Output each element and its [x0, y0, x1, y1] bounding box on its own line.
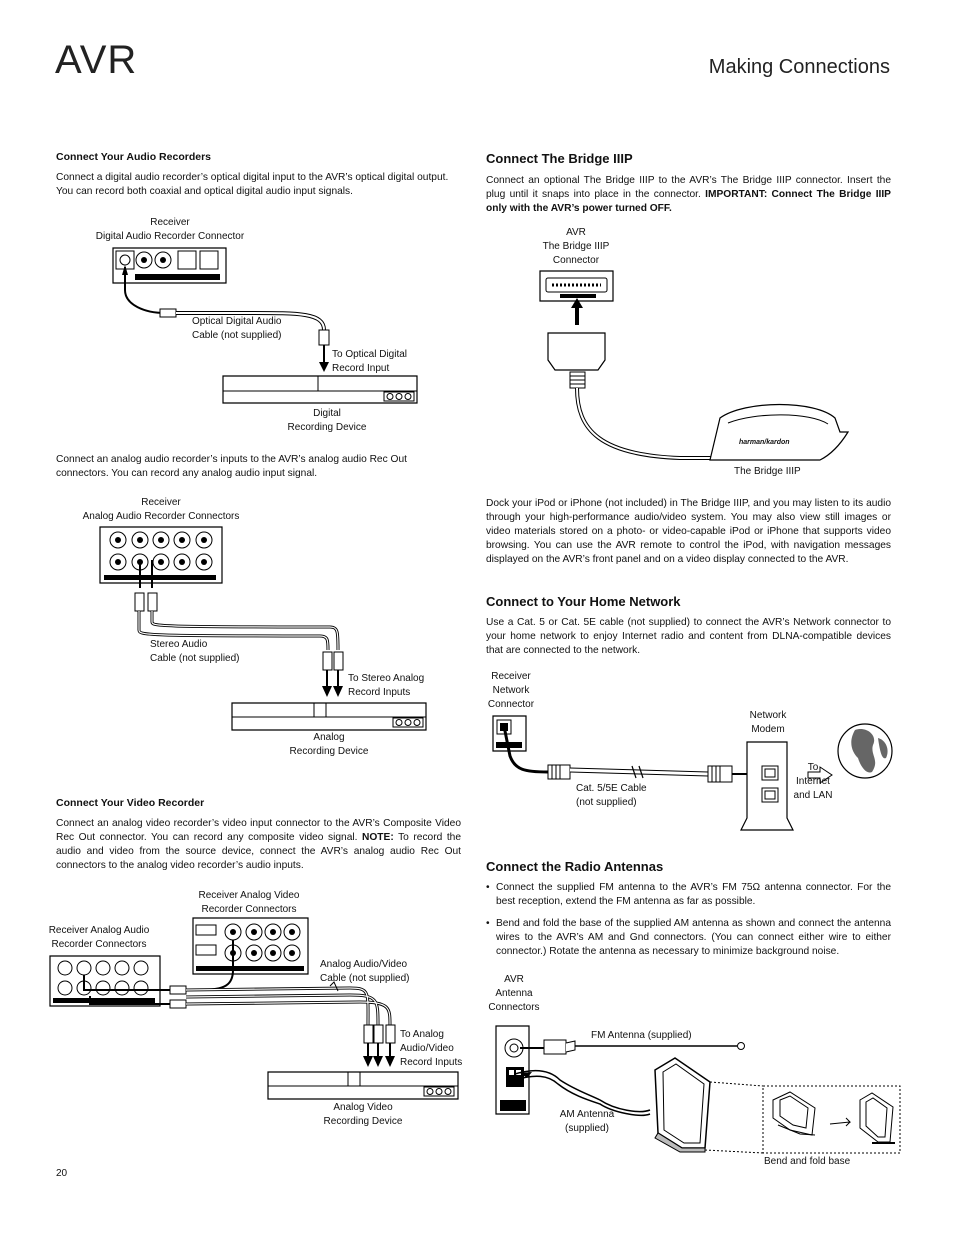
video-device-label: Analog Video Recording Device [323, 1102, 403, 1127]
audio-conn-label: Receiver Analog Audio Recorder Connectors [48, 925, 150, 950]
harman-kardon-logo: harman/kardon [739, 439, 790, 446]
network-receiver-label: Receiver Network Connector [487, 671, 535, 710]
page-number: 20 [56, 1168, 68, 1179]
bridge-dock-label: The Bridge IIIP [734, 466, 801, 477]
analog-receiver-label: Receiver Analog Audio Recorder Connectors [82, 497, 240, 522]
video-recorder-heading: Connect Your Video Recorder [56, 797, 205, 809]
bridge-connector-label: AVR The Bridge IIIP Connector [542, 227, 610, 266]
am-antenna-label: AM Antenna (supplied) [559, 1109, 615, 1134]
stereo-input-label: To Stereo Analog Record Inputs [348, 673, 425, 698]
avr-antenna-label: AVR Antenna Connectors [488, 974, 540, 1013]
fm-antenna-label: FM Antenna (supplied) [591, 1030, 692, 1041]
antenna-bullet-fm: • Connect the supplied FM antenna to the AVR’s FM 75Ω antenna connector. For the best reception, extend the FM antenna as far as possible. [496, 881, 891, 909]
digital-receiver-label: Receiver Digital Audio Recorder Connector [95, 217, 245, 242]
bridge-heading: Connect The Bridge IIIP [486, 151, 633, 166]
video-conn-label: Receiver Analog Video Recorder Connectors [198, 890, 300, 915]
cat5-cable-label: Cat. 5/5E Cable (not supplied) [576, 783, 647, 808]
internet-label: To Internet and LAN [793, 762, 833, 801]
digital-device-label: Digital Recording Device [287, 408, 367, 433]
stereo-cable-label: Stereo Audio Cable (not supplied) [150, 639, 240, 664]
analog-recorder-paragraph: Connect an analog audio recorder’s inputs to the AVR’s analog audio Rec Out connectors. You can record any analog audio input signal. [56, 454, 407, 479]
analog-device-label: Analog Recording Device [289, 732, 369, 757]
section-title: Making Connections [708, 56, 890, 78]
network-paragraph: Use a Cat. 5 or Cat. 5E cable (not supplied) to connect the AVR’s Network connector to your home network to enjoy Internet radio and content from DLNA-compatible devices that are connected to the network. [486, 617, 891, 656]
audio-recorders-heading: Connect Your Audio Recorders [56, 151, 211, 163]
optical-cable-label: Optical Digital Audio Cable (not supplied) [192, 316, 282, 341]
network-heading: Connect to Your Home Network [486, 594, 681, 609]
digital-recorder-paragraph: Connect a digital audio recorder’s optical digital input to the AVR’s optical digital output. You can record both coaxial and optical digital audio input signals. [56, 172, 449, 197]
video-recorder-paragraph: Connect an analog video recorder’s video input connector to the AVR’s Composite Video Rec Out connector. You can record any composite video signal. NOTE: To record the audio and video from the source device, connect the AVR’s analog audio Rec Out connectors to the analog video recorder’s audio inputs. [56, 818, 461, 871]
av-cable-label: Analog Audio/Video Cable (not supplied) [320, 959, 410, 984]
bridge-dock-paragraph: Dock your iPod or iPhone (not included) in The Bridge IIIP, and you may listen to its audio through your high-performance audio/video system. You may also view still images or video materials stored on a photo- or video-capable iPod or iPhone that supports video browsing. You can use the AVR remote to control the iPod, with navigation messages displayed on the AVR’s front panel and on a video display connected to the AVR. [486, 498, 891, 565]
bend-fold-label: Bend and fold base [764, 1156, 851, 1167]
antenna-bullet-am: • Bend and fold the base of the supplied AM antenna as shown and connect the antenna wires to the AVR’s AM and Gnd connectors. (You can connect either wire to either connector.) Rotate the antenna as necessary to minimize background noise. [496, 917, 891, 959]
network-modem-label: Network Modem [749, 710, 787, 735]
av-input-label: To Analog Audio/Video Record Inputs [400, 1029, 463, 1068]
optical-input-label: To Optical Digital Record Input [332, 349, 408, 374]
bridge-paragraph: Connect an optional The Bridge IIIP to the AVR’s The Bridge IIIP connector. Insert the plug until it snaps into place in the connector. IMPORTANT: Connect The Bridge IIIP only with the AVR’s power turned OFF. [486, 175, 891, 214]
antennas-heading: Connect the Radio Antennas [486, 859, 664, 874]
avr-logo: AVR [55, 38, 138, 82]
